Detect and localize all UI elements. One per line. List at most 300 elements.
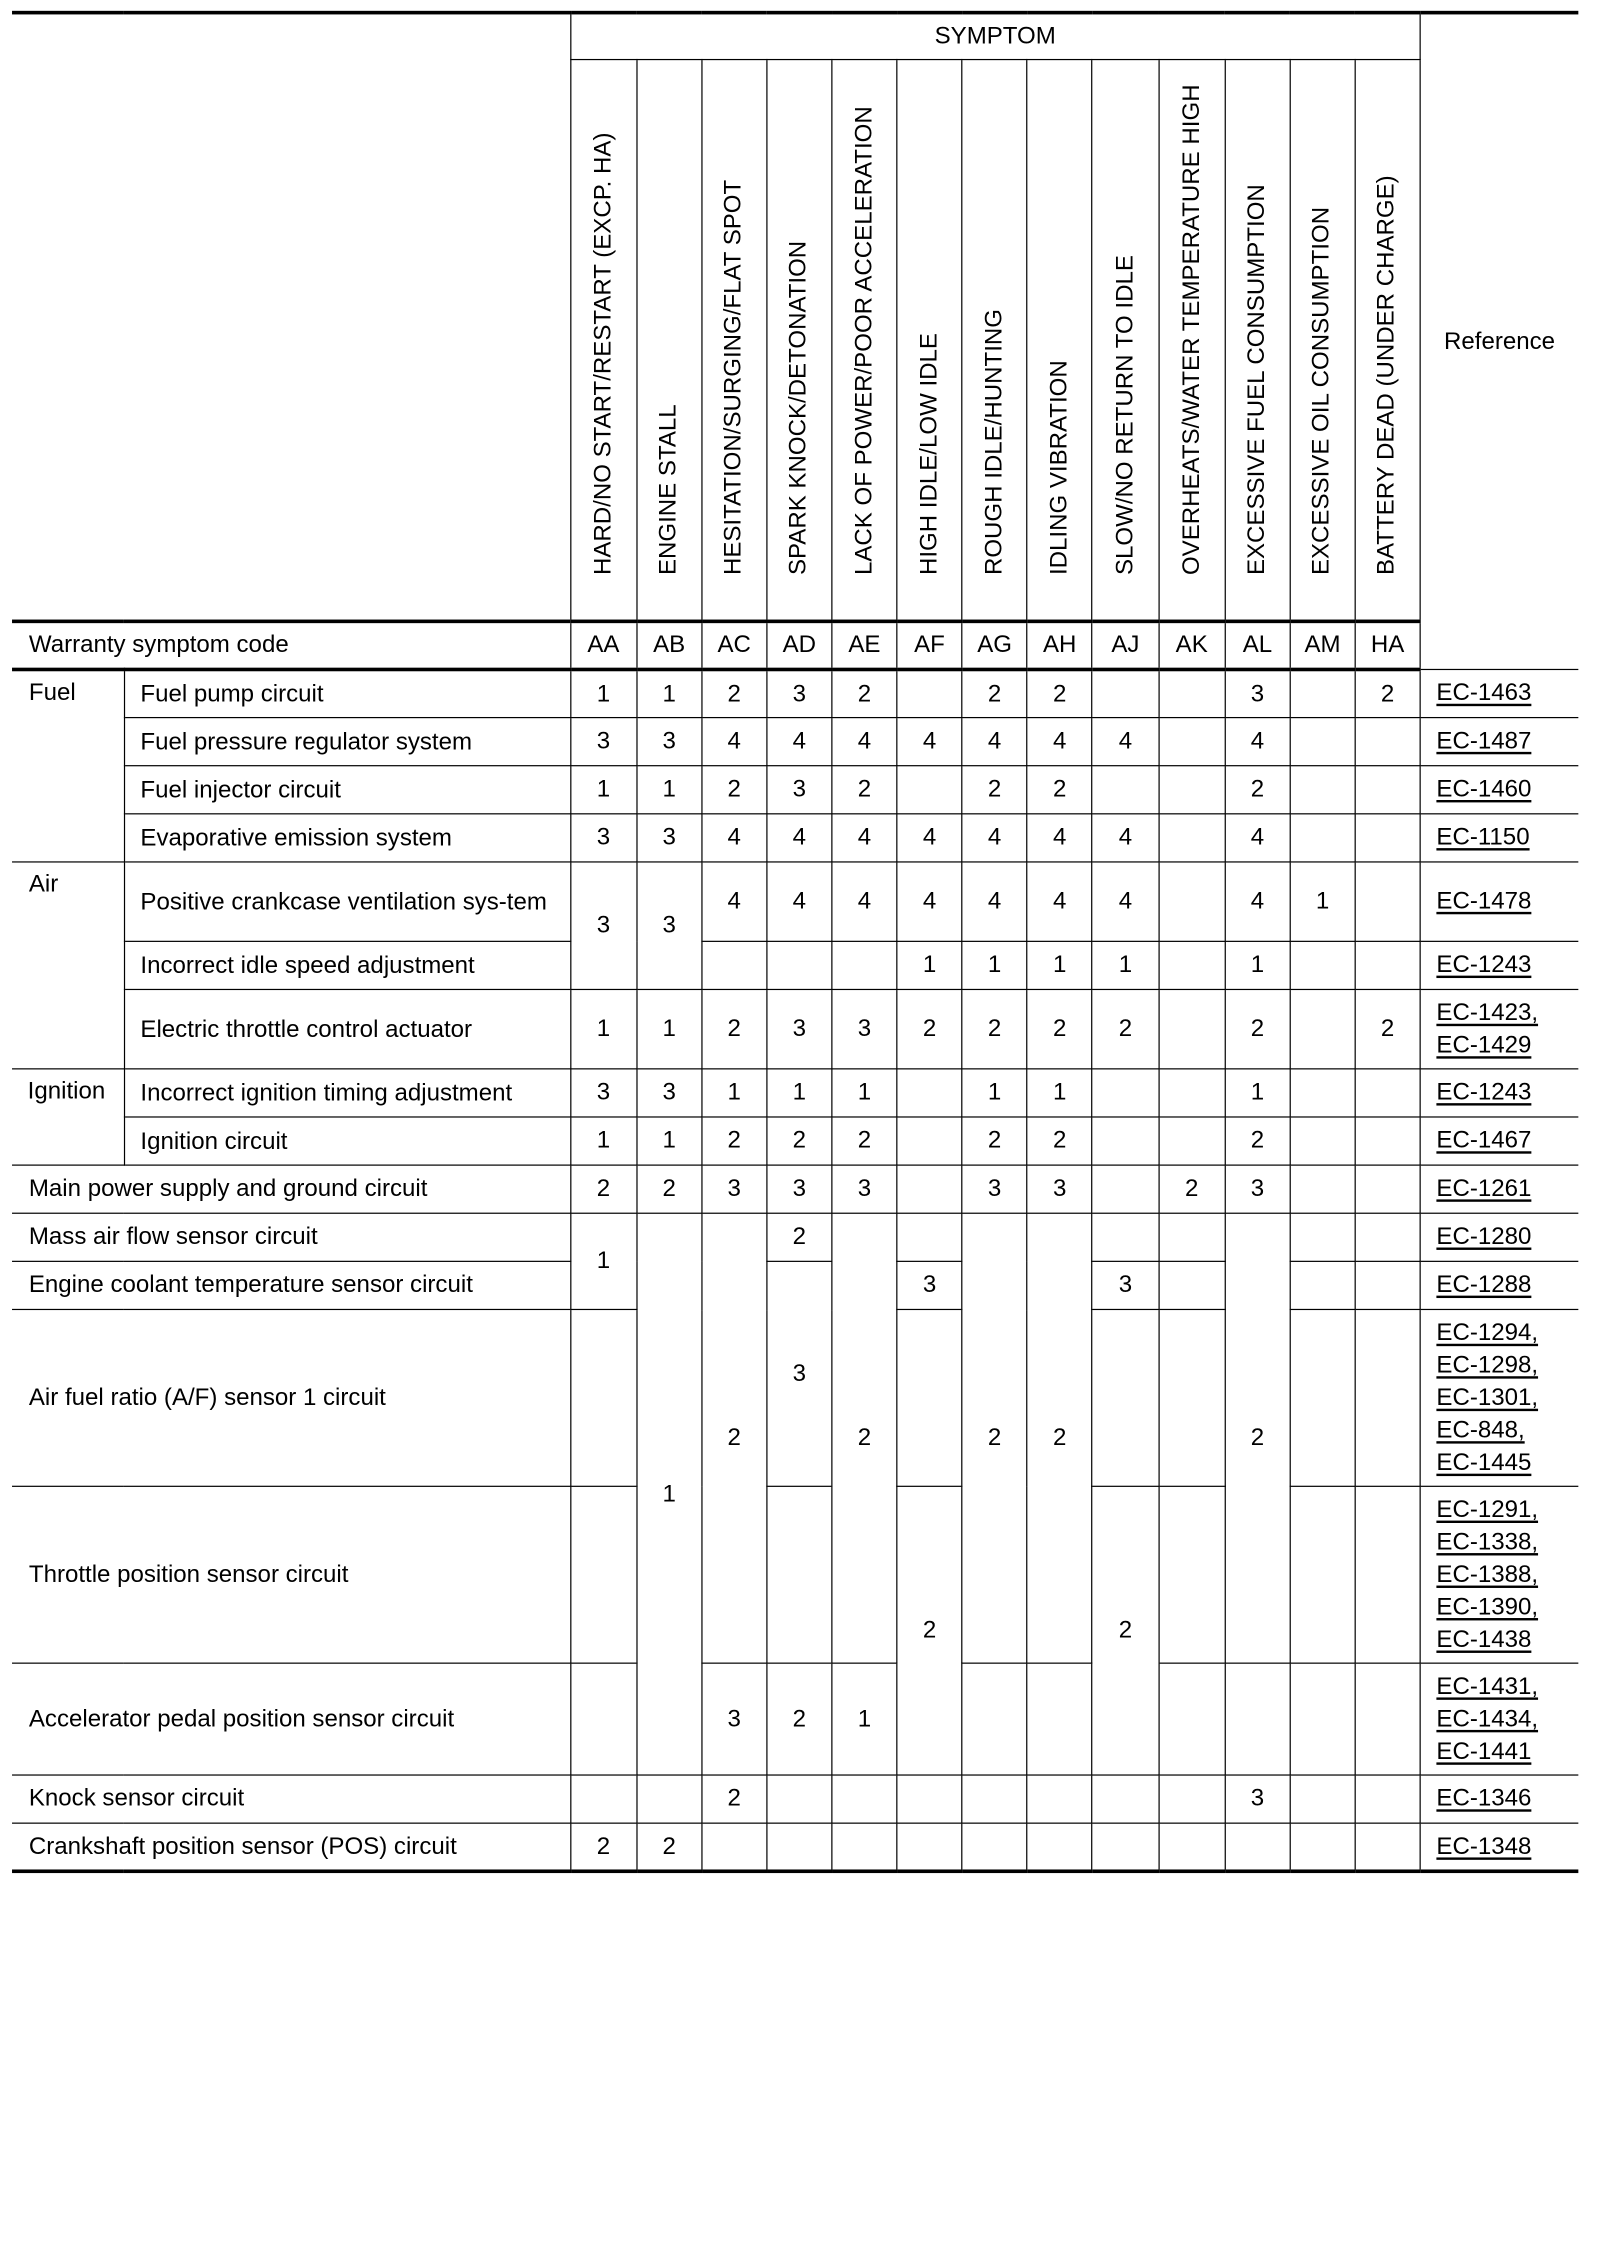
cell	[897, 1213, 962, 1261]
row-label: Main power supply and ground circuit	[12, 1165, 570, 1213]
group-fuel: Fuel	[12, 669, 124, 861]
reference-link[interactable]: EC-1445	[1436, 1449, 1532, 1476]
cell: 4	[1225, 718, 1290, 766]
warranty-code-label: Warranty symptom code	[12, 621, 570, 669]
cell: 2	[1225, 766, 1290, 814]
cell	[1355, 766, 1420, 814]
reference-link[interactable]: EC-1460	[1436, 775, 1532, 803]
cell: 2	[1092, 1486, 1158, 1775]
reference-cell	[1420, 1069, 1578, 1117]
cell	[1159, 1775, 1225, 1823]
cell: 3	[767, 1261, 832, 1486]
cell	[832, 1775, 897, 1823]
cell	[1290, 989, 1355, 1068]
cell: 1	[570, 669, 636, 717]
row-label: Crankshaft position sensor (POS) circuit	[12, 1823, 570, 1871]
cell: 3	[637, 718, 702, 766]
cell	[1355, 1486, 1420, 1663]
cell	[1355, 1165, 1420, 1213]
cell: 3	[897, 1261, 962, 1309]
cell: 1	[570, 1117, 636, 1165]
group-air: Air	[12, 862, 124, 1069]
row-label: Incorrect idle speed adjustment	[124, 941, 570, 989]
table-row	[12, 862, 1578, 941]
cell	[1355, 1663, 1420, 1775]
cell: 2	[1355, 989, 1420, 1068]
cell: 2	[767, 1213, 832, 1261]
cell	[1225, 1823, 1290, 1871]
row-label: Fuel pump circuit	[124, 669, 570, 717]
cell: 1	[832, 1069, 897, 1117]
row-label: Electric throttle control actuator	[124, 989, 570, 1068]
cell: 4	[767, 862, 832, 941]
symptom-name-ak: OVERHEATS/WATER TEMPERATURE HIGH	[1159, 60, 1225, 622]
cell	[897, 1823, 962, 1871]
cell: 4	[897, 814, 962, 862]
cell: 3	[832, 1165, 897, 1213]
cell: 3	[570, 814, 636, 862]
cell: 4	[1092, 862, 1158, 941]
cell	[570, 1663, 636, 1775]
cell: 4	[832, 718, 897, 766]
cell: 2	[1027, 669, 1092, 717]
cell	[1355, 1069, 1420, 1117]
cell	[702, 1823, 767, 1871]
reference-link[interactable]: EC-1478	[1436, 887, 1532, 915]
cell: 2	[897, 989, 962, 1068]
cell	[1355, 1117, 1420, 1165]
cell: 1	[1027, 1069, 1092, 1117]
cell: 1	[897, 941, 962, 989]
cell	[897, 1165, 962, 1213]
cell: 3	[570, 1069, 636, 1117]
table-row	[12, 1261, 1578, 1309]
row-label: Ignition circuit	[124, 1117, 570, 1165]
cell	[1290, 1165, 1355, 1213]
code-ad: AD	[767, 621, 832, 669]
cell	[1159, 1823, 1225, 1871]
cell	[1159, 941, 1225, 989]
cell	[1092, 1775, 1158, 1823]
symptom-name-aa: HARD/NO START/RESTART (EXCP. HA)	[570, 60, 636, 622]
cell: 1	[1225, 941, 1290, 989]
cell	[1290, 1309, 1355, 1486]
cell: 3	[702, 1663, 767, 1775]
reference-link[interactable]: EC-1150	[1436, 824, 1530, 851]
cell	[1355, 1213, 1420, 1261]
table-row	[12, 1213, 1578, 1261]
table-row	[12, 989, 1578, 1068]
cell	[637, 1775, 702, 1823]
reference-link[interactable]: EC-1487	[1436, 727, 1532, 755]
cell: 4	[1027, 718, 1092, 766]
cell	[1290, 766, 1355, 814]
reference-link[interactable]: EC-1390,	[1436, 1593, 1539, 1620]
cell	[570, 1309, 636, 1486]
reference-link[interactable]: EC-1463	[1436, 679, 1532, 707]
cell: 2	[702, 1775, 767, 1823]
cell: 2	[1027, 1213, 1092, 1663]
cell: 3	[637, 814, 702, 862]
reference-cell	[1420, 1486, 1578, 1663]
cell: 1	[1027, 941, 1092, 989]
cell: 2	[962, 1117, 1027, 1165]
code-ah: AH	[1027, 621, 1092, 669]
reference-link[interactable]: EC-1431,	[1436, 1672, 1539, 1700]
cell	[1159, 1261, 1225, 1309]
cell: 3	[637, 1069, 702, 1117]
cell: 2	[832, 669, 897, 717]
cell: 3	[637, 862, 702, 990]
cell	[1092, 1069, 1158, 1117]
cell: 4	[702, 862, 767, 941]
reference-link[interactable]: EC-1243	[1436, 951, 1532, 979]
cell: 2	[1355, 669, 1420, 717]
cell: 2	[1159, 1165, 1225, 1213]
cell	[1092, 1117, 1158, 1165]
cell	[962, 1775, 1027, 1823]
table-row	[12, 1069, 1578, 1117]
cell	[1355, 814, 1420, 862]
cell	[767, 1823, 832, 1871]
cell: 2	[1225, 989, 1290, 1068]
cell	[1290, 1069, 1355, 1117]
symptom-title: SYMPTOM	[570, 13, 1420, 60]
cell: 2	[1225, 1213, 1290, 1663]
cell	[1159, 989, 1225, 1068]
cell: 1	[767, 1069, 832, 1117]
reference-cell	[1420, 1261, 1578, 1309]
symptom-name-af: HIGH IDLE/LOW IDLE	[897, 60, 962, 622]
cell	[1092, 1213, 1158, 1261]
cell: 2	[1092, 989, 1158, 1068]
reference-link[interactable]: EC-1280	[1436, 1223, 1532, 1250]
cell: 4	[962, 718, 1027, 766]
cell	[1290, 669, 1355, 717]
reference-cell	[1420, 862, 1578, 941]
cell	[1290, 1117, 1355, 1165]
cell: 2	[767, 1663, 832, 1775]
table-row	[12, 941, 1578, 989]
reference-cell	[1420, 718, 1578, 766]
cell: 2	[962, 1213, 1027, 1663]
cell: 4	[897, 862, 962, 941]
cell	[897, 669, 962, 717]
cell: 2	[767, 1117, 832, 1165]
cell: 1	[637, 1117, 702, 1165]
table-row	[12, 1486, 1578, 1663]
reference-link[interactable]: EC-1288	[1436, 1271, 1532, 1299]
cell: 3	[702, 1165, 767, 1213]
cell	[1355, 1261, 1420, 1309]
cell: 1	[637, 989, 702, 1068]
cell: 4	[897, 718, 962, 766]
reference-cell	[1420, 1663, 1578, 1775]
cell	[1159, 1069, 1225, 1117]
cell: 2	[1027, 1117, 1092, 1165]
table-row	[12, 1165, 1578, 1213]
cell: 2	[962, 766, 1027, 814]
table-row	[12, 766, 1578, 814]
cell	[570, 1775, 636, 1823]
reference-link[interactable]: EC-1346	[1436, 1785, 1532, 1812]
cell: 3	[767, 669, 832, 717]
code-af: AF	[897, 621, 962, 669]
cell	[1092, 669, 1158, 717]
reference-cell	[1420, 1213, 1578, 1261]
cell: 4	[832, 862, 897, 941]
cell	[1027, 1823, 1092, 1871]
cell	[1092, 766, 1158, 814]
cell: 3	[832, 989, 897, 1068]
cell: 3	[962, 1165, 1027, 1213]
cell: 4	[962, 862, 1027, 941]
code-aj: AJ	[1092, 621, 1158, 669]
row-label: Positive crankcase ventilation sys-tem	[124, 862, 570, 941]
code-ab: AB	[637, 621, 702, 669]
row-label: Knock sensor circuit	[12, 1775, 570, 1823]
cell	[1092, 1309, 1158, 1486]
reference-link[interactable]: EC-1243	[1436, 1079, 1532, 1106]
cell	[1355, 1309, 1420, 1486]
symptom-name-ab: ENGINE STALL	[637, 60, 702, 622]
reference-cell	[1420, 814, 1578, 862]
cell	[1290, 1663, 1355, 1775]
cell: 4	[832, 814, 897, 862]
cell: 2	[570, 1823, 636, 1871]
reference-cell	[1420, 1775, 1578, 1823]
cell	[1355, 1775, 1420, 1823]
cell	[1159, 718, 1225, 766]
cell: 2	[962, 989, 1027, 1068]
cell: 2	[1225, 1117, 1290, 1165]
reference-title: Reference	[1420, 13, 1578, 670]
cell	[1159, 1663, 1225, 1775]
cell	[1355, 718, 1420, 766]
reference-cell	[1420, 766, 1578, 814]
row-label: Incorrect ignition timing adjustment	[124, 1069, 570, 1117]
cell: 2	[897, 1486, 962, 1775]
reference-link[interactable]: EC-1261	[1436, 1175, 1532, 1202]
cell: 2	[702, 1213, 767, 1663]
symptom-matrix-table	[12, 11, 1578, 1873]
cell: 1	[1092, 941, 1158, 989]
cell	[1290, 718, 1355, 766]
reference-cell	[1420, 1117, 1578, 1165]
cell	[702, 941, 767, 989]
cell	[1159, 1213, 1225, 1261]
cell: 3	[1225, 1165, 1290, 1213]
cell: 4	[1092, 814, 1158, 862]
code-ag: AG	[962, 621, 1027, 669]
cell: 3	[1027, 1165, 1092, 1213]
reference-cell	[1420, 669, 1578, 717]
cell: 3	[1225, 1775, 1290, 1823]
cell: 3	[767, 766, 832, 814]
cell	[1355, 1823, 1420, 1871]
symptom-name-am: EXCESSIVE OIL CONSUMPTION	[1290, 60, 1355, 622]
cell: 4	[1092, 718, 1158, 766]
symptom-name-ae: LACK OF POWER/POOR ACCELERATION	[832, 60, 897, 622]
cell: 2	[702, 766, 767, 814]
cell: 2	[1027, 766, 1092, 814]
reference-link[interactable]: EC-1298,	[1436, 1351, 1539, 1379]
reference-link[interactable]: EC-848,	[1436, 1416, 1525, 1443]
cell: 2	[702, 989, 767, 1068]
reference-link[interactable]: EC-1301,	[1436, 1384, 1539, 1411]
symptom-name-ac: HESITATION/SURGING/FLAT SPOT	[702, 60, 767, 622]
cell: 2	[570, 1165, 636, 1213]
cell: 3	[767, 1165, 832, 1213]
cell: 2	[702, 1117, 767, 1165]
cell: 1	[1290, 862, 1355, 941]
reference-cell	[1420, 941, 1578, 989]
cell	[1159, 862, 1225, 941]
reference-cell	[1420, 989, 1578, 1068]
table-row	[12, 718, 1578, 766]
cell	[897, 766, 962, 814]
reference-link[interactable]: EC-1467	[1436, 1127, 1532, 1154]
cell: 2	[832, 1213, 897, 1663]
reference-link[interactable]: EC-1348	[1436, 1832, 1532, 1860]
code-ae: AE	[832, 621, 897, 669]
reference-link[interactable]: EC-1434,	[1436, 1705, 1539, 1732]
row-label: Evaporative emission system	[124, 814, 570, 862]
code-al: AL	[1225, 621, 1290, 669]
cell	[1290, 1213, 1355, 1261]
cell	[570, 1486, 636, 1663]
cell: 4	[962, 814, 1027, 862]
symptom-name-ha: BATTERY DEAD (UNDER CHARGE)	[1355, 60, 1420, 622]
code-ac: AC	[702, 621, 767, 669]
cell: 2	[637, 1823, 702, 1871]
cell: 1	[1225, 1069, 1290, 1117]
reference-link[interactable]: EC-1291,	[1436, 1495, 1539, 1523]
reference-cell	[1420, 1823, 1578, 1871]
cell: 1	[637, 766, 702, 814]
row-label: Fuel injector circuit	[124, 766, 570, 814]
cell: 4	[702, 718, 767, 766]
cell: 2	[702, 669, 767, 717]
cell	[1159, 1309, 1225, 1486]
code-ak: AK	[1159, 621, 1225, 669]
cell	[1290, 1486, 1355, 1663]
cell	[1159, 814, 1225, 862]
cell	[962, 1663, 1027, 1775]
cell	[1225, 1663, 1290, 1775]
code-aa: AA	[570, 621, 636, 669]
row-label: Mass air flow sensor circuit	[12, 1213, 570, 1261]
cell: 4	[767, 814, 832, 862]
cell: 2	[832, 766, 897, 814]
cell: 1	[637, 669, 702, 717]
cell	[897, 1069, 962, 1117]
row-label: Accelerator pedal position sensor circuit	[12, 1663, 570, 1775]
table-row	[12, 669, 1578, 717]
cell	[1355, 862, 1420, 941]
row-label: Fuel pressure regulator system	[124, 718, 570, 766]
reference-link[interactable]: EC-1294,	[1436, 1319, 1539, 1346]
cell	[1290, 1823, 1355, 1871]
cell	[1290, 1261, 1355, 1309]
reference-link[interactable]: EC-1429	[1436, 1031, 1532, 1059]
cell	[767, 1486, 832, 1663]
cell	[1092, 1165, 1158, 1213]
reference-link[interactable]: EC-1441	[1436, 1737, 1532, 1765]
cell	[1159, 1486, 1225, 1663]
cell: 1	[832, 1663, 897, 1775]
cell: 4	[1225, 862, 1290, 941]
table-row	[12, 1823, 1578, 1871]
row-label: Throttle position sensor circuit	[12, 1486, 570, 1663]
code-ha: HA	[1355, 621, 1420, 669]
cell: 1	[570, 766, 636, 814]
cell: 1	[570, 1213, 636, 1309]
cell: 3	[1092, 1261, 1158, 1309]
cell: 1	[962, 941, 1027, 989]
symptom-name-ah: IDLING VIBRATION	[1027, 60, 1092, 622]
cell: 4	[1027, 814, 1092, 862]
symptom-name-aj: SLOW/NO RETURN TO IDLE	[1092, 60, 1158, 622]
reference-link[interactable]: EC-1438	[1436, 1625, 1532, 1653]
cell: 1	[637, 1213, 702, 1775]
cell	[1290, 941, 1355, 989]
cell	[1027, 1775, 1092, 1823]
symptom-name-al: EXCESSIVE FUEL CONSUMPTION	[1225, 60, 1290, 622]
row-label: Air fuel ratio (A/F) sensor 1 circuit	[12, 1309, 570, 1486]
cell	[897, 1117, 962, 1165]
reference-link[interactable]: EC-1388,	[1436, 1560, 1539, 1588]
cell: 1	[702, 1069, 767, 1117]
cell: 1	[570, 989, 636, 1068]
table-row	[12, 1117, 1578, 1165]
reference-link[interactable]: EC-1423,	[1436, 999, 1539, 1026]
cell	[1159, 766, 1225, 814]
cell: 4	[767, 718, 832, 766]
cell	[832, 941, 897, 989]
cell: 4	[1027, 862, 1092, 941]
cell: 2	[637, 1165, 702, 1213]
symptom-name-ad: SPARK KNOCK/DETONATION	[767, 60, 832, 622]
cell: 4	[1225, 814, 1290, 862]
header-blank	[12, 13, 570, 622]
cell	[1290, 1775, 1355, 1823]
table-row	[12, 1775, 1578, 1823]
table-row	[12, 1663, 1578, 1775]
cell: 3	[767, 989, 832, 1068]
cell: 3	[1225, 669, 1290, 717]
code-am: AM	[1290, 621, 1355, 669]
reference-cell	[1420, 1309, 1578, 1486]
cell	[1027, 1663, 1092, 1775]
cell: 2	[1027, 989, 1092, 1068]
cell	[897, 1775, 962, 1823]
cell	[962, 1823, 1027, 1871]
row-label: Engine coolant temperature sensor circuit	[12, 1261, 570, 1309]
cell	[1159, 669, 1225, 717]
cell: 4	[702, 814, 767, 862]
cell: 2	[832, 1117, 897, 1165]
symptom-name-ag: ROUGH IDLE/HUNTING	[962, 60, 1027, 622]
cell	[1290, 814, 1355, 862]
cell	[1092, 1823, 1158, 1871]
reference-cell	[1420, 1165, 1578, 1213]
cell: 3	[570, 718, 636, 766]
cell: 1	[962, 1069, 1027, 1117]
reference-link[interactable]: EC-1338,	[1436, 1528, 1539, 1555]
cell	[767, 941, 832, 989]
cell	[1355, 941, 1420, 989]
